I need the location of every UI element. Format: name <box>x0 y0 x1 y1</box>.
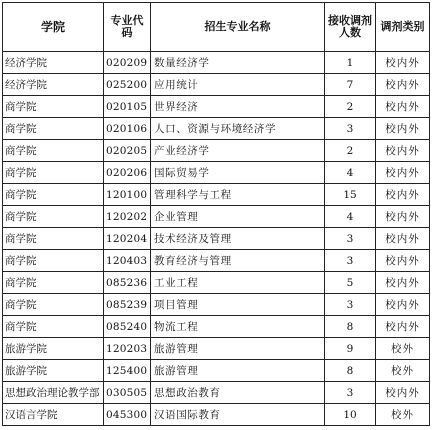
cell-adjust-type: 校内外 <box>376 118 430 140</box>
cell-accept-count: 1 <box>325 52 376 74</box>
cell-accept-count: 5 <box>325 272 376 294</box>
cell-accept-count: 10 <box>325 404 376 426</box>
cell-major-code: 020106 <box>104 118 151 140</box>
cell-major-name: 世界经济 <box>151 96 325 118</box>
cell-college: 商学院 <box>3 140 104 162</box>
table-row <box>3 316 430 338</box>
cell-major-code: 045300 <box>104 404 151 426</box>
admission-table-container <box>2 2 430 426</box>
cell-adjust-type: 校内外 <box>376 96 430 118</box>
cell-accept-count: 8 <box>325 360 376 382</box>
cell-major-name: 旅游管理 <box>151 360 325 382</box>
cell-accept-count: 8 <box>325 316 376 338</box>
cell-adjust-type: 校外 <box>376 338 430 360</box>
table-row <box>3 250 430 272</box>
cell-accept-count: 3 <box>325 228 376 250</box>
cell-college: 商学院 <box>3 272 104 294</box>
cell-accept-count: 15 <box>325 184 376 206</box>
table-row <box>3 360 430 382</box>
cell-college: 旅游学院 <box>3 360 104 382</box>
cell-major-code: 120100 <box>104 184 151 206</box>
cell-major-code: 030505 <box>104 382 151 404</box>
cell-major-name: 项目管理 <box>151 294 325 316</box>
cell-college: 思想政治理论教学部 <box>3 382 104 404</box>
cell-major-code: 125400 <box>104 360 151 382</box>
cell-accept-count: 3 <box>325 382 376 404</box>
table-row <box>3 184 430 206</box>
cell-major-code: 020206 <box>104 162 151 184</box>
cell-college: 商学院 <box>3 118 104 140</box>
cell-college: 商学院 <box>3 206 104 228</box>
cell-major-code: 120202 <box>104 206 151 228</box>
cell-major-code: 120403 <box>104 250 151 272</box>
cell-adjust-type: 校内外 <box>376 228 430 250</box>
cell-adjust-type: 校内外 <box>376 162 430 184</box>
cell-major-name: 技术经济及管理 <box>151 228 325 250</box>
header-accept-count: 接收调剂人数 <box>325 3 376 52</box>
cell-major-name: 思想政治教育 <box>151 382 325 404</box>
cell-adjust-type: 校内外 <box>376 382 430 404</box>
table-row <box>3 52 430 74</box>
cell-major-name: 产业经济学 <box>151 140 325 162</box>
adjustment-admission-table <box>2 2 430 426</box>
table-row <box>3 404 430 426</box>
table-row <box>3 96 430 118</box>
cell-accept-count: 2 <box>325 96 376 118</box>
cell-college: 经济学院 <box>3 52 104 74</box>
cell-accept-count: 4 <box>325 162 376 184</box>
table-row <box>3 206 430 228</box>
cell-major-name: 教育经济与管理 <box>151 250 325 272</box>
table-row <box>3 162 430 184</box>
table-row <box>3 228 430 250</box>
header-adjust-type: 调剂类别 <box>376 3 430 52</box>
cell-accept-count: 7 <box>325 74 376 96</box>
cell-accept-count: 2 <box>325 140 376 162</box>
cell-college: 旅游学院 <box>3 338 104 360</box>
cell-adjust-type: 校内外 <box>376 184 430 206</box>
cell-major-code: 025200 <box>104 74 151 96</box>
header-major-name: 招生专业名称 <box>151 3 325 52</box>
cell-major-code: 020209 <box>104 52 151 74</box>
header-college: 学院 <box>3 3 104 52</box>
cell-major-name: 管理科学与工程 <box>151 184 325 206</box>
table-row <box>3 294 430 316</box>
table-row <box>3 382 430 404</box>
cell-major-name: 数量经济学 <box>151 52 325 74</box>
cell-major-name: 旅游管理 <box>151 338 325 360</box>
table-row <box>3 272 430 294</box>
cell-accept-count: 4 <box>325 206 376 228</box>
cell-college: 商学院 <box>3 228 104 250</box>
cell-accept-count: 9 <box>325 338 376 360</box>
cell-adjust-type: 校内外 <box>376 272 430 294</box>
cell-adjust-type: 校内外 <box>376 52 430 74</box>
cell-major-name: 物流工程 <box>151 316 325 338</box>
table-row <box>3 140 430 162</box>
table-row <box>3 74 430 96</box>
cell-college: 商学院 <box>3 96 104 118</box>
cell-major-code: 020205 <box>104 140 151 162</box>
cell-accept-count: 3 <box>325 118 376 140</box>
cell-adjust-type: 校内外 <box>376 74 430 96</box>
cell-college: 商学院 <box>3 184 104 206</box>
cell-college: 商学院 <box>3 162 104 184</box>
cell-major-name: 国际贸易学 <box>151 162 325 184</box>
cell-major-name: 企业管理 <box>151 206 325 228</box>
cell-major-name: 应用统计 <box>151 74 325 96</box>
cell-major-code: 020105 <box>104 96 151 118</box>
cell-college: 经济学院 <box>3 74 104 96</box>
cell-college: 商学院 <box>3 316 104 338</box>
cell-adjust-type: 校外 <box>376 360 430 382</box>
header-major-code: 专业代码 <box>104 3 151 52</box>
table-header-row <box>3 3 430 52</box>
cell-major-code: 085236 <box>104 272 151 294</box>
cell-accept-count: 3 <box>325 250 376 272</box>
cell-major-name: 工业工程 <box>151 272 325 294</box>
cell-college: 汉语言学院 <box>3 404 104 426</box>
table-row <box>3 118 430 140</box>
cell-major-code: 120204 <box>104 228 151 250</box>
cell-adjust-type: 校外 <box>376 404 430 426</box>
cell-major-code: 120203 <box>104 338 151 360</box>
cell-adjust-type: 校内外 <box>376 250 430 272</box>
cell-adjust-type: 校内外 <box>376 294 430 316</box>
cell-major-name: 汉语国际教育 <box>151 404 325 426</box>
table-row <box>3 338 430 360</box>
cell-college: 商学院 <box>3 250 104 272</box>
cell-college: 商学院 <box>3 294 104 316</box>
cell-major-name: 人口、资源与环境经济学 <box>151 118 325 140</box>
cell-adjust-type: 校内外 <box>376 316 430 338</box>
cell-adjust-type: 校内外 <box>376 140 430 162</box>
cell-major-code: 085240 <box>104 316 151 338</box>
cell-accept-count: 3 <box>325 294 376 316</box>
cell-major-code: 085239 <box>104 294 151 316</box>
cell-adjust-type: 校内外 <box>376 206 430 228</box>
